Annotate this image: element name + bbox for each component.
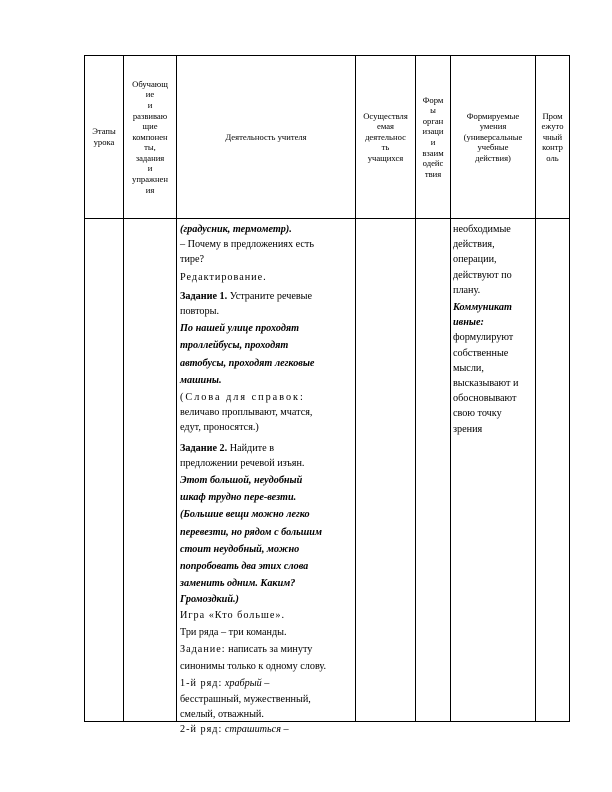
text-line: свою точку <box>453 408 502 420</box>
text-line: едут, проносятся.) <box>180 422 259 434</box>
row-2-text: страшиться – <box>222 724 289 736</box>
task-label: Задание: <box>180 644 226 656</box>
header-components-line: ия <box>145 184 155 195</box>
text-line: предложении речевой изъян. <box>180 457 305 469</box>
header-intermediate-control-line: оль <box>546 152 559 163</box>
row-2-label: 2-й ряд: <box>180 724 223 736</box>
task-line <box>180 642 354 657</box>
header-components-line: задания <box>135 152 165 163</box>
row-2-line <box>180 722 354 737</box>
task-1-text: Устраните речевые <box>227 290 313 302</box>
header-formed-skills-line: учебные <box>477 142 509 153</box>
header-formed-skills-line: (универсальные <box>463 131 523 142</box>
row-1-text: храбрый – <box>222 678 270 690</box>
header-interaction-forms-line: взаим <box>422 147 444 158</box>
header-components-line: щие <box>142 121 158 132</box>
row-1-label: 1-й ряд: <box>180 678 223 690</box>
header-components-line: ие <box>145 89 155 100</box>
header-formed-skills <box>451 56 535 218</box>
example-line: По нашей улице проходят <box>180 323 300 335</box>
task-1-label: Задание 1. <box>180 290 228 302</box>
header-interaction-forms-line: ы <box>430 105 436 116</box>
border-right <box>569 55 570 722</box>
task-2-label: Задание 2. <box>180 442 228 454</box>
header-intermediate-control-line: чный <box>542 131 563 142</box>
example-line: стоит неудобный, можно <box>180 543 300 555</box>
header-student-activity-line: учащихся <box>367 152 404 163</box>
header-interaction-forms-line: и <box>430 137 436 147</box>
text-line: синонимы только к одному слову. <box>180 661 327 673</box>
communicative-heading: ивные: <box>453 317 484 329</box>
text-line: повторы. <box>180 306 219 318</box>
teacher-activity-cell <box>180 222 354 737</box>
game-title: Игра «Кто больше». <box>180 609 286 621</box>
text-line: – Почему в предложениях есть <box>180 239 315 251</box>
header-student-activity-line: ть <box>381 142 390 153</box>
reference-heading: (Слова для справок: <box>180 392 305 404</box>
header-intermediate-control <box>536 56 569 218</box>
text-line: смелый, отважный. <box>180 708 264 720</box>
section-heading: Редактирование. <box>180 271 267 283</box>
task-1 <box>180 289 354 304</box>
task-2 <box>180 441 354 456</box>
text-line: формулируют <box>453 332 514 344</box>
header-bottom-border <box>84 218 570 219</box>
text-line: тире? <box>180 254 205 266</box>
example-line: заменить одним. Каким? <box>180 578 296 590</box>
text-line: действия, <box>453 239 495 251</box>
header-interaction-forms-line: изаци <box>422 126 444 137</box>
text-line: плану. <box>453 284 481 296</box>
header-interaction-forms-line: Форм <box>422 94 444 105</box>
example-line: Громоздкий.) <box>180 594 239 606</box>
header-stages-text: Этапы урока <box>92 126 116 147</box>
header-interaction-forms-line: твия <box>424 168 442 179</box>
example-line: (Большие вещи можно легко <box>180 509 310 521</box>
task-2-text: Найдите в <box>227 442 275 454</box>
header-components-line: ты, <box>144 142 156 153</box>
text-line: необходимые <box>453 224 511 235</box>
example-line: машины. <box>180 374 222 386</box>
header-intermediate-control-line: контр <box>542 142 563 153</box>
header-components-line: и <box>147 163 153 174</box>
header-student-activity <box>356 56 415 218</box>
header-student-activity-line: Осуществля <box>363 110 408 121</box>
task-text: написать за минуту <box>225 644 313 656</box>
communicative-heading: Коммуникат <box>453 302 512 314</box>
header-components-line: развиваю <box>132 110 168 121</box>
header-intermediate-control-line: ежуто <box>541 121 564 132</box>
text-line: мысли, <box>453 362 484 374</box>
example-line: перевезти, но рядом с большим <box>180 526 322 538</box>
header-formed-skills-line: умения <box>479 121 507 132</box>
example-line: автобусы, проходят легковые <box>180 357 315 369</box>
header-student-activity-line: емая <box>377 121 394 132</box>
header-interaction-forms <box>416 56 450 218</box>
example-line: троллейбусы, проходят <box>180 340 289 352</box>
formed-skills-cell <box>453 222 535 437</box>
header-interaction-forms-line: одейс <box>422 158 444 169</box>
header-components <box>124 56 176 218</box>
text-line: операции, <box>453 254 497 266</box>
text-line: собственные <box>453 347 509 359</box>
header-formed-skills-line: Формируемые <box>466 110 520 121</box>
header-intermediate-control-line: Пром <box>542 110 563 121</box>
example-line: Этот большой, неудобный <box>180 475 303 487</box>
header-teacher-activity-text: Деятельность учителя <box>225 131 307 142</box>
header-formed-skills-line: действия) <box>475 152 511 163</box>
text-line: (градусник, термометр). <box>180 224 292 235</box>
example-line: попробовать два этих слова <box>180 561 309 573</box>
text-line: обосновывают <box>453 393 517 405</box>
header-student-activity-line: деятельнос <box>365 131 406 142</box>
header-stages <box>85 56 123 218</box>
text-line: Три ряда – три команды. <box>180 626 287 638</box>
header-components-line: упражнен <box>132 174 168 185</box>
text-line: действуют по <box>453 269 512 281</box>
text-line: бесстрашный, мужественный, <box>180 693 311 705</box>
header-components-line: Обучающ <box>132 78 168 89</box>
header-components-line: и <box>147 99 153 110</box>
text-line: высказывают и <box>453 378 519 390</box>
row-1-line <box>180 676 354 691</box>
text-line: зрения <box>453 423 483 435</box>
header-interaction-forms-line: орган <box>422 115 444 126</box>
text-line: величаво проплывают, мчатся, <box>180 407 313 419</box>
example-line: шкаф трудно пере-везти. <box>180 492 297 504</box>
header-components-line: компонен <box>132 131 168 142</box>
header-teacher-activity <box>177 56 355 218</box>
